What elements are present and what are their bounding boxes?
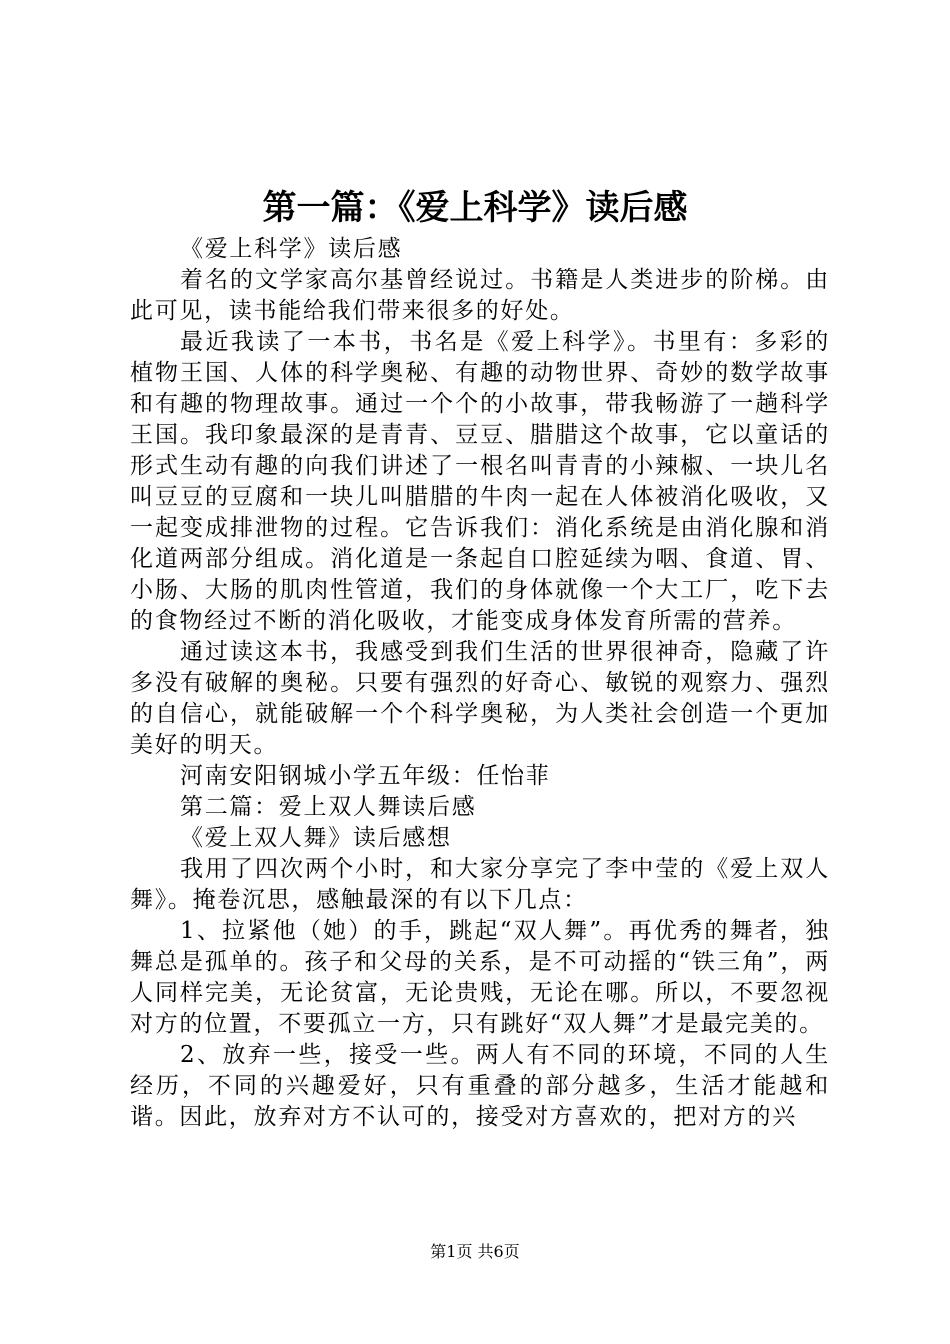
section-heading: 第二篇：爱上双人舞读后感	[180, 794, 477, 820]
document-body	[130, 234, 830, 1133]
document-title: 第一篇：《爱上科学》读后感	[262, 188, 688, 228]
paragraph: 通过读这本书，我感受到我们生活的世界很神奇，隐藏了许多没有破解的奥秘。只要有强烈的好奇心、敏锐的观察力、强烈的自信心，就能破解一个个科学奥秘，为人类社会创造一个更加美好的明天。	[130, 639, 830, 758]
paragraph: 河南安阳钢城小学五年级：任怡菲	[180, 763, 551, 789]
paragraph: 我用了四次两个小时，和大家分享完了李中莹的《爱上双人舞》。掩卷沉思，感触最深的有以下几点：	[130, 856, 830, 913]
paragraph: 2、放弃一些，接受一些。两人有不同的环境，不同的人生经历，不同的兴趣爱好，只有重叠的部分越多，生活才能越和谐。因此，放弃对方不认可的，接受对方喜欢的，把对方的兴	[130, 1042, 830, 1130]
paragraph: 最近我读了一本书，书名是《爱上科学》。书里有：多彩的植物王国、人体的科学奥秘、有趣的动物世界、奇妙的数学故事和有趣的物理故事。通过一个个的小故事，带我畅游了一趟科学王国。我印象最深的是青青、豆豆、腊腊这个故事，它以童话的形式生动有趣的向我们讲述了一根名叫青青的小辣椒、一块儿名叫豆豆的豆腐和一块儿叫腊腊的牛肉一起在人体被消化吸收，又一起变成排泄物的过程。它告诉我们：消化系统是由消化腺和消化道两部分组成。消化道是一条起自口腔延续为咽、食道、胃、小肠、大肠的肌肉性管道，我们的身体就像一个大工厂，吃下去的食物经过不断的消化吸收，才能变成身体发育所需的营养。	[130, 329, 830, 634]
page-footer: 第1页 共6页	[430, 1242, 520, 1261]
paragraph: 《爱上科学》读后感	[180, 236, 403, 262]
paragraph: 着名的文学家高尔基曾经说过。书籍是人类进步的阶梯。由此可见，读书能给我们带来很多的好处。	[130, 267, 830, 324]
paragraph: 《爱上双人舞》读后感想	[180, 825, 452, 851]
paragraph: 1、拉紧他（她）的手，跳起“双人舞”。再优秀的舞者，独舞总是孤单的。孩子和父母的关系，是不可动摇的“铁三角”，两人同样完美，无论贫富，无论贵贱，无论在哪。所以，不要忽视对方的位置，不要孤立一方，只有跳好“双人舞”才是最完美的。	[130, 918, 830, 1037]
